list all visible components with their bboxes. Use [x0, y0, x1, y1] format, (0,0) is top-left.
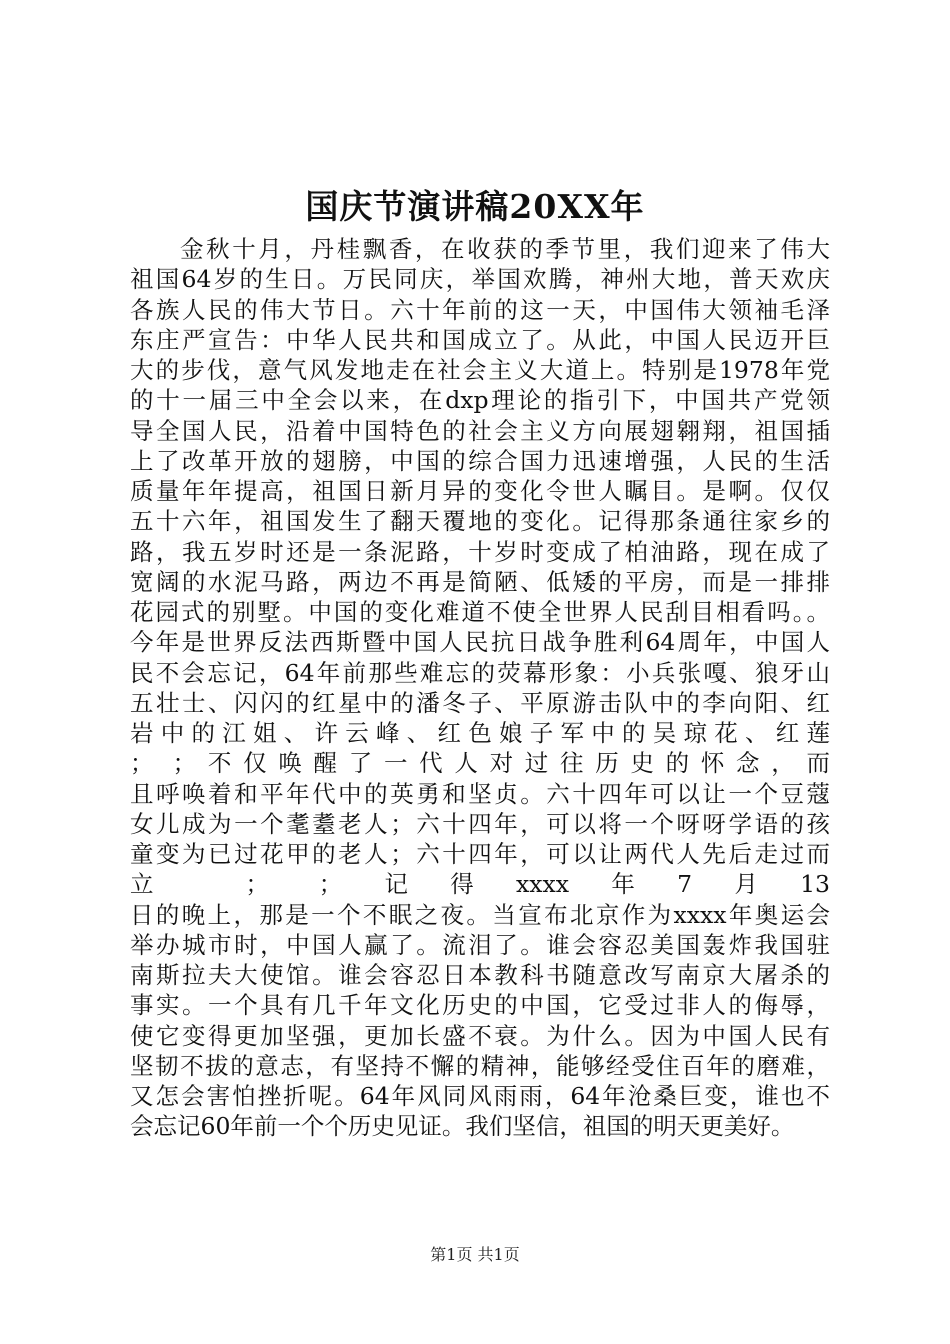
body-line: 岩中的江姐、许云峰、红色娘子军中的吴琼花、红莲	[130, 719, 830, 747]
body-line: 路，我五岁时还是一条泥路，十岁时变成了柏油路，现在成了	[130, 537, 830, 566]
body-line: 坚韧不拔的意志，有坚持不懈的精神，能够经受住百年的磨难，	[130, 1051, 830, 1080]
body-line: 女儿成为一个耄耋老人；六十四年，可以将一个呀呀学语的孩	[130, 809, 830, 838]
body-line: 举办城市时，中国人赢了。流泪了。谁会容忍美国轰炸我国驻	[130, 930, 830, 959]
body-line: 上了改革开放的翅膀，中国的综合国力迅速增强，人民的生活	[130, 446, 830, 475]
body-line: 今年是世界反法西斯暨中国人民抗日战争胜利64周年，中国人	[130, 628, 830, 657]
document-title: 国庆节演讲稿20XX年	[305, 187, 645, 226]
body-line: 质量年年提高，祖国日新月异的变化令世人瞩目。是啊。仅仅	[130, 477, 830, 505]
body-line: 童变为已过花甲的老人；六十四年，可以让两代人先后走过而	[130, 840, 830, 868]
body-line: 导全国人民，沿着中国特色的社会主义方向展翅翱翔，祖国插	[130, 416, 830, 445]
body-line: 大的步伐，意气风发地走在社会主义大道上。特别是1978年党	[130, 356, 830, 384]
body-line: 五十六年，祖国发生了翻天覆地的变化。记得那条通往家乡的	[130, 507, 830, 536]
body-line: 宽阔的水泥马路，两边不再是简陋、低矮的平房，而是一排排	[130, 567, 830, 596]
body-line: 事实。一个具有几千年文化历史的中国，它受过非人的侮辱，	[130, 991, 830, 1020]
body-line: 金秋十月，丹桂飘香，在收获的季节里，我们迎来了伟大	[180, 235, 830, 263]
body-line: 各族人民的伟大节日。六十年前的这一天，中国伟大领袖毛泽	[130, 295, 830, 324]
body-line: 花园式的别墅。中国的变化难道不使全世界人民刮目相看吗。。	[130, 598, 830, 626]
page-footer: 第1页 共1页	[430, 1245, 520, 1264]
body-line: 会忘记60年前一个个历史见证。我们坚信，祖国的明天更美好。	[130, 1112, 795, 1141]
body-line: 祖国64岁的生日。万民同庆，举国欢腾，神州大地，普天欢庆	[130, 265, 830, 294]
body-line: 的十一届三中全会以来，在dxp理论的指引下，中国共产党领	[130, 386, 830, 415]
document-body	[130, 234, 830, 1142]
body-line: 又怎会害怕挫折呢。64年风同风雨雨，64年沧桑巨变，谁也不	[130, 1082, 830, 1110]
body-line: ； ；不仅唤醒了一代人对过往历史的怀念，而	[130, 749, 830, 778]
body-line: 民不会忘记，64年前那些难忘的荧幕形象：小兵张嘎、狼牙山	[130, 658, 830, 687]
body-line: 东庄严宣告：中华人民共和国成立了。从此，中国人民迈开巨	[130, 325, 830, 354]
body-line: 使它变得更加坚强，更加长盛不衰。为什么。因为中国人民有	[130, 1021, 830, 1050]
body-line: 五壮士、闪闪的红星中的潘冬子、平原游击队中的李向阳、红	[130, 688, 830, 717]
body-line: 南斯拉夫大使馆。谁会容忍日本教科书随意改写南京大屠杀的	[130, 961, 830, 989]
body-line: 且呼唤着和平年代中的英勇和坚贞。六十四年可以让一个豆蔻	[130, 779, 830, 808]
body-line: 日的晚上，那是一个不眠之夜。当宣布北京作为xxxx年奥运会	[130, 900, 830, 929]
body-line: 立 ； ；记得xxxx年7月13	[130, 870, 830, 899]
